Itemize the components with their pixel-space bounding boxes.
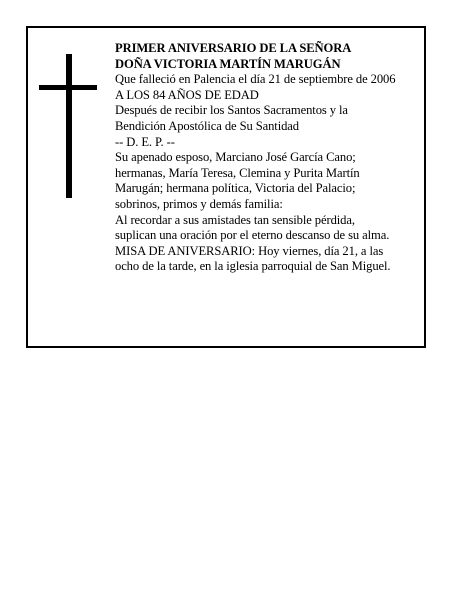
request-line-2: suplican una oración por el eterno descanso de su alma. xyxy=(115,228,390,243)
family-line-2: hermanas, María Teresa, Clemina y Purita Martín xyxy=(115,165,360,180)
age-line: A LOS 84 AÑOS DE EDAD xyxy=(115,87,259,102)
notice-text xyxy=(115,41,427,275)
cross-icon xyxy=(28,28,118,228)
sacraments-line-2: Bendición Apostólica de Su Santidad xyxy=(115,118,299,133)
request-line-1: Al recordar a sus amistades tan sensible pérdida, xyxy=(115,212,355,227)
sacraments-line-1: Después de recibir los Santos Sacramentos y la xyxy=(115,103,348,118)
rip-line: -- D. E. P. -- xyxy=(115,134,175,149)
title-line-1: PRIMER ANIVERSARIO DE LA SEÑORA xyxy=(115,41,352,55)
mass-line-1: MISA DE ANIVERSARIO: Hoy viernes, día 21, a las xyxy=(115,243,384,258)
cross-vertical-bar xyxy=(66,54,72,198)
family-line-1: Su apenado esposo, Marciano José García Cano; xyxy=(115,150,356,165)
death-date-line: Que falleció en Palencia el día 21 de septiembre de 2006 xyxy=(115,72,396,87)
title-line-2: DOÑA VICTORIA MARTÍN MARUGÁN xyxy=(115,56,341,71)
obituary-notice xyxy=(26,26,426,348)
cross-horizontal-bar xyxy=(39,85,97,90)
family-line-4: sobrinos, primos y demás familia: xyxy=(115,196,283,211)
family-line-3: Marugán; hermana política, Victoria del Palacio; xyxy=(115,181,356,196)
mass-line-2: ocho de la tarde, en la iglesia parroquial de San Miguel. xyxy=(115,259,391,274)
